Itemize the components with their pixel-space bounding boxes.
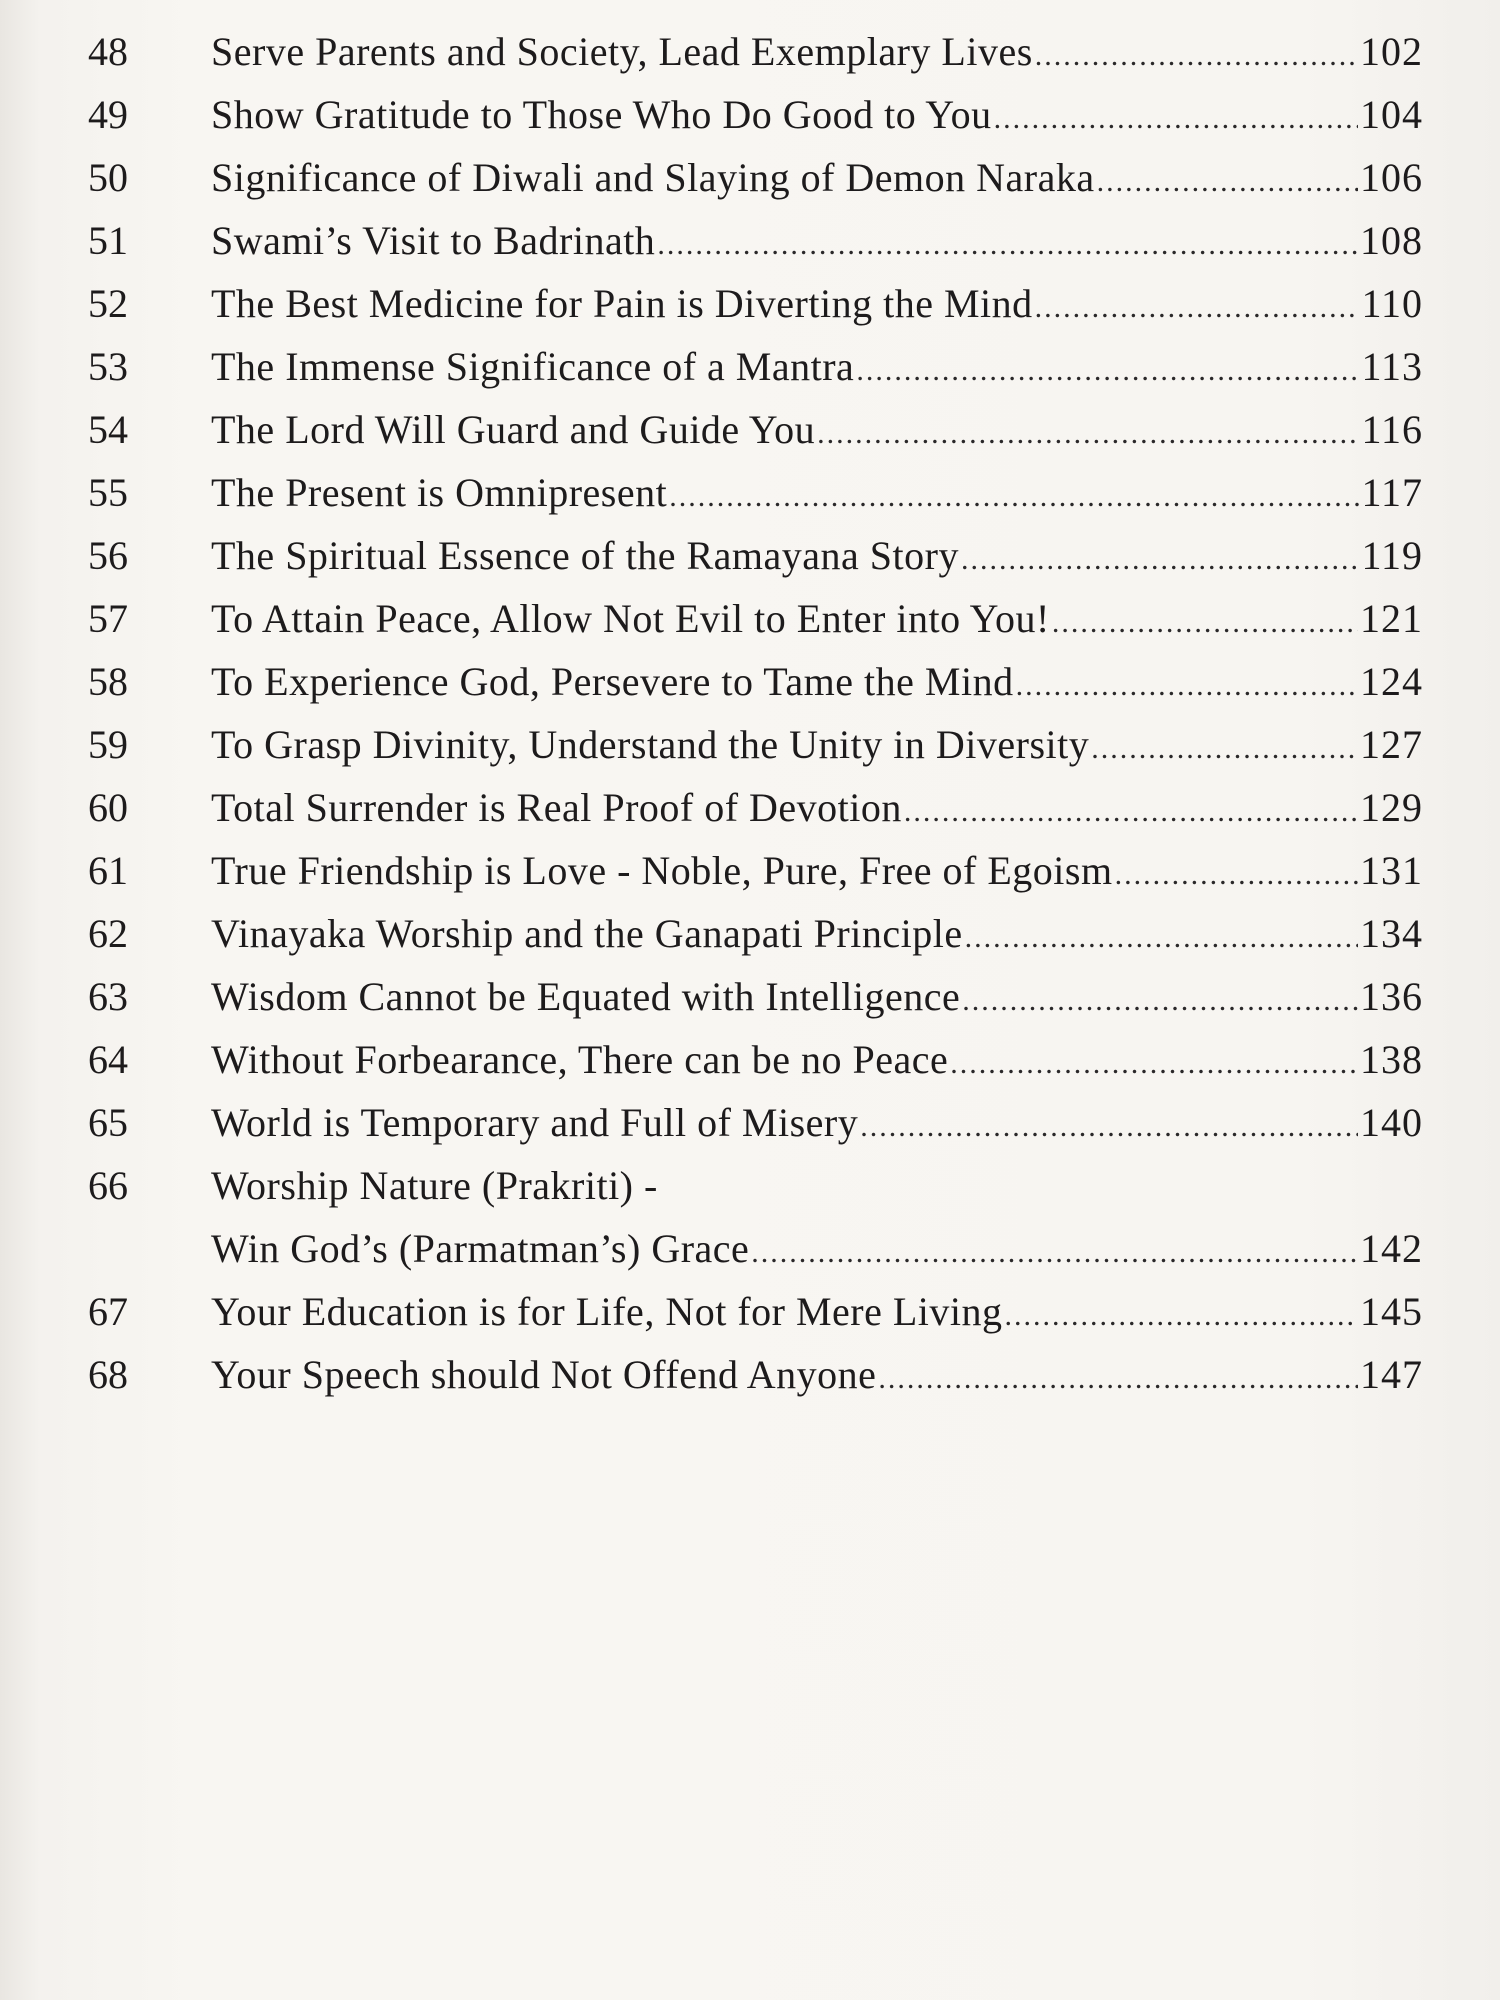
chapter-title: Without Forbearance, There can be no Peace bbox=[211, 1037, 949, 1082]
page-number: 110 bbox=[1361, 281, 1423, 326]
dot-leader bbox=[817, 402, 1359, 465]
chapter-title: Wisdom Cannot be Equated with Intelligence bbox=[211, 974, 961, 1019]
chapter-title-continuation: Win God’s (Parmatman’s) Grace bbox=[211, 1226, 750, 1271]
chapter-number: 67 bbox=[88, 1289, 128, 1334]
page-number: 142 bbox=[1360, 1226, 1423, 1271]
page-number: 104 bbox=[1360, 92, 1423, 137]
chapter-title: Your Education is for Life, Not for Mere Living bbox=[211, 1289, 1003, 1334]
toc-entry-continuation bbox=[88, 1217, 1423, 1280]
dot-leader bbox=[962, 969, 1358, 1032]
chapter-number: 59 bbox=[88, 722, 128, 767]
dot-leader bbox=[1052, 591, 1358, 654]
page-number: 124 bbox=[1360, 659, 1423, 704]
dot-leader bbox=[950, 1032, 1358, 1095]
page-number: 117 bbox=[1361, 470, 1423, 515]
page-number: 121 bbox=[1360, 596, 1423, 641]
dot-leader bbox=[657, 213, 1358, 276]
chapter-title: True Friendship is Love - Noble, Pure, Free of Egoism bbox=[211, 848, 1113, 893]
toc-entry bbox=[88, 461, 1423, 524]
chapter-number: 48 bbox=[88, 29, 128, 74]
chapter-title: Show Gratitude to Those Who Do Good to You bbox=[211, 92, 992, 137]
toc-entry bbox=[88, 83, 1423, 146]
dot-leader bbox=[669, 465, 1359, 528]
chapter-title: Total Surrender is Real Proof of Devotion bbox=[211, 785, 902, 830]
page-number: 134 bbox=[1360, 911, 1423, 956]
toc-entry bbox=[88, 272, 1423, 335]
dot-leader bbox=[1097, 150, 1358, 213]
page-number: 138 bbox=[1360, 1037, 1423, 1082]
toc-entry bbox=[88, 965, 1423, 1028]
page-number: 108 bbox=[1360, 218, 1423, 263]
chapter-number: 55 bbox=[88, 470, 128, 515]
dot-leader bbox=[1035, 24, 1358, 87]
chapter-number: 58 bbox=[88, 659, 128, 704]
dot-leader bbox=[878, 1347, 1358, 1410]
table-of-contents bbox=[88, 20, 1423, 1406]
chapter-number: 61 bbox=[88, 848, 128, 893]
chapter-number: 66 bbox=[88, 1163, 128, 1208]
dot-leader bbox=[994, 87, 1358, 150]
dot-leader bbox=[860, 1095, 1358, 1158]
chapter-title: The Immense Significance of a Mantra bbox=[211, 344, 855, 389]
page-number: 113 bbox=[1361, 344, 1423, 389]
toc-entry bbox=[88, 1280, 1423, 1343]
toc-entry bbox=[88, 146, 1423, 209]
page-number: 116 bbox=[1361, 407, 1423, 452]
chapter-number: 68 bbox=[88, 1352, 128, 1397]
page-number: 106 bbox=[1360, 155, 1423, 200]
toc-entry bbox=[88, 209, 1423, 272]
chapter-number: 53 bbox=[88, 344, 128, 389]
chapter-title: Your Speech should Not Offend Anyone bbox=[211, 1352, 877, 1397]
chapter-title: Swami’s Visit to Badrinath bbox=[211, 218, 656, 263]
toc-entry bbox=[88, 1091, 1423, 1154]
chapter-title: The Best Medicine for Pain is Diverting the Mind bbox=[211, 281, 1033, 326]
dot-leader bbox=[856, 339, 1359, 402]
chapter-number: 49 bbox=[88, 92, 128, 137]
page-number: 140 bbox=[1360, 1100, 1423, 1145]
page-number: 127 bbox=[1360, 722, 1423, 767]
toc-entry bbox=[88, 587, 1423, 650]
chapter-title: The Spiritual Essence of the Ramayana Story bbox=[211, 533, 959, 578]
chapter-title: To Experience God, Persevere to Tame the Mind bbox=[211, 659, 1014, 704]
chapter-title: Serve Parents and Society, Lead Exemplary Lives bbox=[211, 29, 1033, 74]
page-number: 129 bbox=[1360, 785, 1423, 830]
page-number: 145 bbox=[1360, 1289, 1423, 1334]
dot-leader bbox=[751, 1221, 1358, 1284]
toc-entry bbox=[88, 776, 1423, 839]
toc-entry bbox=[88, 839, 1423, 902]
chapter-number: 51 bbox=[88, 218, 128, 263]
chapter-title: World is Temporary and Full of Misery bbox=[211, 1100, 859, 1145]
toc-entry bbox=[88, 902, 1423, 965]
dot-leader bbox=[1005, 1284, 1358, 1347]
toc-entry bbox=[88, 524, 1423, 587]
chapter-title: The Lord Will Guard and Guide You bbox=[211, 407, 816, 452]
toc-entry bbox=[88, 1343, 1423, 1406]
chapter-title: Worship Nature (Prakriti) - bbox=[211, 1163, 658, 1208]
toc-entry bbox=[88, 1028, 1423, 1091]
page-number: 136 bbox=[1360, 974, 1423, 1019]
toc-entry bbox=[88, 20, 1423, 83]
chapter-number: 56 bbox=[88, 533, 128, 578]
toc-entry bbox=[88, 713, 1423, 776]
dot-leader bbox=[1115, 843, 1358, 906]
page-number: 102 bbox=[1360, 29, 1423, 74]
dot-leader bbox=[1016, 654, 1358, 717]
page-number: 131 bbox=[1360, 848, 1423, 893]
toc-entry bbox=[88, 650, 1423, 713]
dot-leader bbox=[961, 528, 1360, 591]
chapter-number: 50 bbox=[88, 155, 128, 200]
page-number: 119 bbox=[1361, 533, 1423, 578]
chapter-number: 54 bbox=[88, 407, 128, 452]
chapter-number: 65 bbox=[88, 1100, 128, 1145]
chapter-number: 62 bbox=[88, 911, 128, 956]
chapter-number: 60 bbox=[88, 785, 128, 830]
toc-entry bbox=[88, 398, 1423, 461]
dot-leader bbox=[1035, 276, 1360, 339]
dot-leader bbox=[965, 906, 1358, 969]
chapter-number: 57 bbox=[88, 596, 128, 641]
chapter-number: 64 bbox=[88, 1037, 128, 1082]
chapter-title: The Present is Omnipresent bbox=[211, 470, 668, 515]
chapter-number: 63 bbox=[88, 974, 128, 1019]
dot-leader bbox=[1091, 717, 1358, 780]
chapter-title: To Grasp Divinity, Understand the Unity in Diversity bbox=[211, 722, 1090, 767]
chapter-title: Significance of Diwali and Slaying of Demon Naraka bbox=[211, 155, 1095, 200]
page-number: 147 bbox=[1360, 1352, 1423, 1397]
dot-leader bbox=[904, 780, 1358, 843]
chapter-number: 52 bbox=[88, 281, 128, 326]
toc-entry bbox=[88, 1154, 1423, 1217]
chapter-title: Vinayaka Worship and the Ganapati Principle bbox=[211, 911, 963, 956]
chapter-title: To Attain Peace, Allow Not Evil to Enter into You! bbox=[211, 596, 1050, 641]
toc-entry bbox=[88, 335, 1423, 398]
